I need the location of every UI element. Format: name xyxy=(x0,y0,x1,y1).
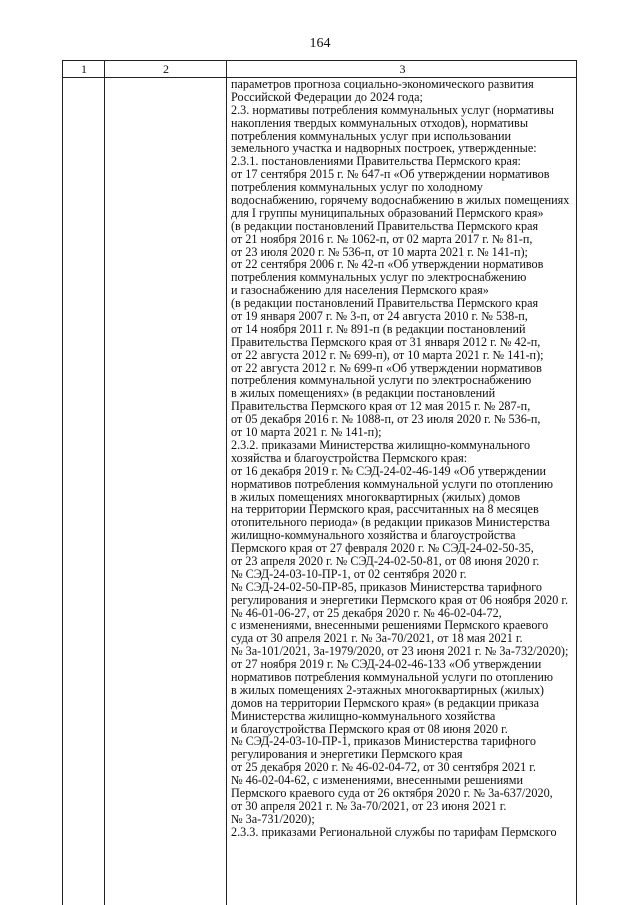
text-line: от 19 января 2007 г. № 3-п, от 24 августа 2010 г. № 538-п, xyxy=(231,309,528,324)
text-line: от 05 декабря 2016 г. № 1088-п, от 23 июля 2020 г. № 536-п, xyxy=(231,412,541,427)
text-line: № 46-02-04-62, с изменениями, внесенными решениями xyxy=(231,773,524,788)
text-line: Министерства жилищно-коммунального хозяйства xyxy=(231,708,496,723)
text-line: от 27 ноября 2019 г. № СЭД-24-02-46-133 «Об утверждении xyxy=(231,657,542,672)
text-line: от 10 марта 2021 г. № 141-п); xyxy=(231,425,382,440)
text-line: от 23 апреля 2020 г. № СЭД-24-02-50-81, от 08 июня 2020 г. xyxy=(231,553,540,568)
text-line: от 17 сентября 2015 г. № 647-п «Об утверждении нормативов xyxy=(231,167,550,182)
header-cell-3: 3 xyxy=(399,62,406,76)
text-line: Правительства Пермского края от 31 января 2012 г. № 42-п, xyxy=(231,334,541,349)
text-line: отопительного периода» (в редакции приказов Министерства xyxy=(231,515,550,530)
text-line: от 23 июля 2020 г. № 536-п, от 10 марта 2021 г. № 141-п); xyxy=(231,244,528,259)
document-table xyxy=(62,60,577,905)
text-line: Российской Федерации до 2024 года; xyxy=(231,89,423,104)
text-line: для I группы муниципальных образований Пермского края» xyxy=(231,205,544,220)
text-line: хозяйства и благоустройства Пермского края: xyxy=(231,450,468,465)
text-line: с изменениями, внесенными решениями Пермского краевого xyxy=(231,618,549,633)
text-line: от 16 декабря 2019 г. № СЭД-24-02-46-149 «Об утверждении xyxy=(231,463,546,478)
text-line: Правительства Пермского края от 12 мая 2015 г. № 287-п, xyxy=(231,399,531,414)
text-line: накопления твердых коммунальных отходов), нормативы xyxy=(231,115,529,130)
text-line: Пермского краевого суда от 26 октября 2020 г. № 3а-637/2020, xyxy=(231,785,553,800)
text-line: (в редакции постановлений Правительства Пермского края xyxy=(231,296,539,311)
text-line: потребления коммунальной услуги по электроснабжению xyxy=(231,373,532,388)
column-3-text xyxy=(231,78,573,839)
text-line: нормативов потребления коммунальной услуги по отоплению xyxy=(231,476,553,491)
text-line: регулирования и энергетики Пермского края xyxy=(231,747,463,762)
text-line: 2.3.3. приказами Региональной службы по тарифам Пермского xyxy=(231,824,557,839)
text-line: от 30 апреля 2021 г. № 3а-70/2021, от 23 июня 2021 г. xyxy=(231,798,507,813)
text-line: потребления коммунальных услуг по холодному xyxy=(231,180,483,195)
page-number: 164 xyxy=(309,36,331,51)
text-line: в жилых помещениях» (в редакции постановлений xyxy=(231,386,496,401)
column-1 xyxy=(63,61,105,905)
text-line: № СЭД-24-02-50-ПР-85, приказов Министерства тарифного xyxy=(231,579,543,594)
text-line: регулирования и энергетики Пермского края от 06 ноября 2020 г. xyxy=(231,592,569,607)
text-line: № 3а-731/2020); xyxy=(231,811,315,826)
column-2 xyxy=(105,61,227,905)
text-line: нормативов потребления коммунальной услуги по отоплению xyxy=(231,669,553,684)
table-header-row xyxy=(63,61,576,78)
text-line: № 46-01-06-27, от 25 декабря 2020 г. № 46-02-04-72, xyxy=(231,605,502,620)
text-line: водоснабжению, горячему водоснабжению в жилых помещениях xyxy=(231,193,570,208)
text-line: параметров прогноза социально-экономического развития xyxy=(231,77,534,91)
text-line: в жилых помещениях 2-этажных многоквартирных (жилых) xyxy=(231,682,544,697)
text-line: от 22 сентября 2006 г. № 42-п «Об утверждении нормативов xyxy=(231,257,544,272)
text-line: № СЭД-24-03-10-ПР-1, приказов Министерства тарифного xyxy=(231,734,536,749)
text-line: потребления коммунальных услуг по электроснабжению xyxy=(231,270,527,285)
text-line: № СЭД-24-03-10-ПР-1, от 02 сентября 2020 г. xyxy=(231,566,467,581)
text-line: 2.3.2. приказами Министерства жилищно-коммунального xyxy=(231,437,531,452)
text-line: от 14 ноября 2011 г. № 891-п (в редакции постановлений xyxy=(231,321,526,336)
text-line: и газоснабжению для населения Пермского края» xyxy=(231,283,489,298)
header-cell-2: 2 xyxy=(163,62,169,76)
text-line: 2.3. нормативы потребления коммунальных услуг (нормативы xyxy=(231,102,554,117)
text-line: № 3а-101/2021, 3а-1979/2020, от 23 июня 2021 г. № 3а-732/2020); xyxy=(231,644,569,659)
header-cell-1: 1 xyxy=(81,62,87,76)
text-line: 2.3.1. постановлениями Правительства Пермского края: xyxy=(231,154,521,169)
text-line: потребления коммунальных услуг при использовании xyxy=(231,128,512,143)
text-line: от 22 августа 2012 г. № 699-п), от 10 марта 2021 г. № 141-п); xyxy=(231,347,544,362)
text-line: от 25 декабря 2020 г. № 46-02-04-72, от 30 сентября 2021 г. xyxy=(231,760,536,775)
text-line: (в редакции постановлений Правительства Пермского края xyxy=(231,218,539,233)
text-line: земельного участка и надворных построек, утвержденные: xyxy=(231,141,537,156)
text-line: Пермского края от 27 февраля 2020 г. № СЭД-24-02-50-35, xyxy=(231,541,534,556)
text-line: и благоустройства Пермского края от 08 июня 2020 г. xyxy=(231,721,508,736)
text-line: от 22 августа 2012 г. № 699-п «Об утверждении нормативов xyxy=(231,360,542,375)
text-line: от 21 ноября 2016 г. № 1062-п, от 02 марта 2017 г. № 81-п, xyxy=(231,231,533,246)
text-line: в жилых помещениях многоквартирных (жилых) домов xyxy=(231,489,521,504)
text-line: жилищно-коммунального хозяйства и благоустройства xyxy=(231,528,516,543)
text-line: на территории Пермского края, рассчитанных на 8 месяцев xyxy=(231,502,539,517)
text-line: домов на территории Пермского края» (в редакции приказа xyxy=(231,695,540,710)
text-line: суда от 30 апреля 2021 г. № 3а-70/2021, от 18 мая 2021 г. xyxy=(231,631,523,646)
